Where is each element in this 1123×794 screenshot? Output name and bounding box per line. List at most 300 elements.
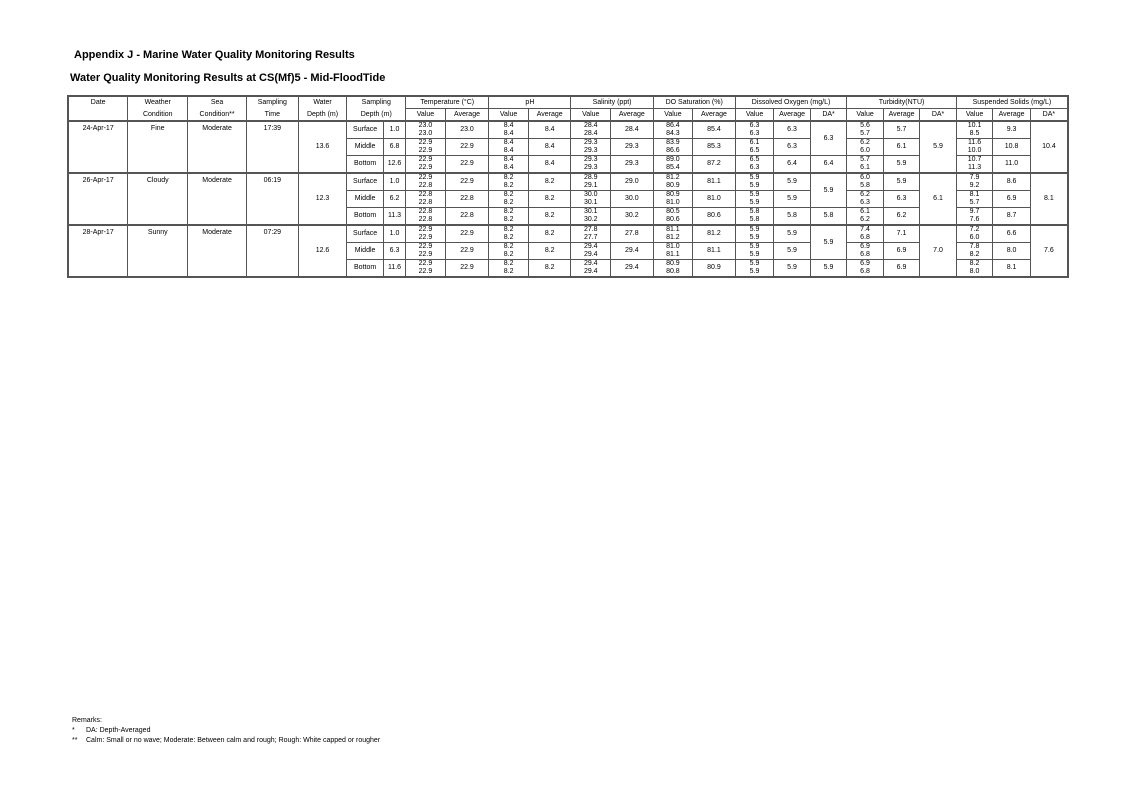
dissolved-oxygen-values [735,156,774,174]
ph-values-reading: 8.2 [503,216,514,223]
do-saturation-values-reading: 89.0 [666,156,680,163]
temperature-average: 22.8 [445,191,489,208]
turbidity-values-reading: 5.7 [860,156,870,163]
temperature-values [406,225,446,243]
do-saturation-average: 85.3 [693,139,736,156]
salinity-values [571,173,611,191]
suspended-solids-da: 8.1 [1030,173,1068,225]
temperature-values-reading: 22.8 [418,199,433,206]
header-ph: pH [489,96,571,109]
temperature-values-reading: 22.9 [418,234,433,241]
temperature-values-reading: 22.9 [418,147,433,154]
salinity-values-reading: 29.4 [583,243,598,250]
dissolved-oxygen-values [735,208,774,226]
header-da: DA* [920,109,957,122]
appendix-title: Appendix J - Marine Water Quality Monitoring Results [74,49,355,61]
ph-values-reading: 8.4 [503,122,514,129]
dissolved-oxygen-values-reading: 5.8 [749,208,760,215]
sampling-time-cell: 07:29 [246,225,298,277]
suspended-solids-values-reading: 9.7 [969,208,980,215]
turbidity-da: 7.0 [920,225,957,277]
ph-values-reading: 8.2 [503,268,514,275]
temperature-values [406,208,446,226]
sampling-depth-cell: 11.6 [383,260,405,278]
suspended-solids-values [956,156,993,174]
ph-values-reading: 8.4 [503,164,514,171]
suspended-solids-da: 10.4 [1030,121,1068,173]
temperature-average: 22.9 [445,156,489,174]
dissolved-oxygen-values-reading: 5.9 [749,234,760,241]
turbidity-values-reading: 6.0 [860,174,870,181]
salinity-values [571,225,611,243]
temperature-values-reading: 22.9 [418,268,433,275]
dissolved-oxygen-values-reading: 5.9 [749,174,760,181]
salinity-values-reading: 29.4 [583,260,598,267]
header-water-depth-2: Depth (m) [298,109,347,122]
ph-values-reading: 8.4 [503,130,514,137]
dissolved-oxygen-values-reading: 6.3 [749,122,760,129]
suspended-solids-values-reading: 9.2 [969,182,980,189]
ph-values-reading: 8.4 [503,156,514,163]
ph-values-reading: 8.2 [503,260,514,267]
dissolved-oxygen-values-reading: 6.5 [749,156,760,163]
remarks [72,716,380,746]
turbidity-average: 6.2 [883,208,920,226]
salinity-values-reading: 28.4 [583,130,598,137]
turbidity-values-reading: 6.1 [860,208,870,215]
suspended-solids-values-reading: 8.0 [969,268,980,275]
suspended-solids-values-reading: 6.0 [969,234,980,241]
weather-cell: Cloudy [128,173,188,225]
sea-condition-cell: Moderate [188,173,247,225]
dissolved-oxygen-da: 5.9 [810,260,847,278]
do-saturation-values-reading: 80.6 [666,216,680,223]
do-saturation-average: 81.2 [693,225,736,243]
header-average: Average [528,109,571,122]
salinity-values-reading: 30.1 [583,199,598,206]
salinity-average: 29.3 [611,139,654,156]
ph-values [489,139,529,156]
do-saturation-values-reading: 81.1 [666,226,680,233]
ph-values [489,243,529,260]
temperature-values-reading: 22.9 [418,164,433,171]
turbidity-values-reading: 6.0 [860,147,870,154]
turbidity-values [847,191,884,208]
do-saturation-values [653,121,693,139]
suspended-solids-values-reading: 8.5 [969,130,980,137]
turbidity-values-reading: 5.7 [860,130,870,137]
temperature-values [406,243,446,260]
do-saturation-average: 81.0 [693,191,736,208]
do-saturation-values-reading: 80.9 [666,191,680,198]
header-suspended-solids: Suspended Solids (mg/L) [956,96,1068,109]
suspended-solids-average: 6.6 [993,225,1031,243]
do-saturation-values [653,243,693,260]
temperature-average: 22.8 [445,208,489,226]
suspended-solids-average: 6.9 [993,191,1031,208]
suspended-solids-average: 8.6 [993,173,1031,191]
sampling-level-cell: Surface [347,173,384,191]
turbidity-average: 6.1 [883,139,920,156]
turbidity-values-reading: 6.3 [860,199,870,206]
header-value: Value [571,109,611,122]
dissolved-oxygen-da: 5.9 [810,225,847,260]
turbidity-values-reading: 6.2 [860,216,870,223]
salinity-values-reading: 27.8 [583,226,598,233]
suspended-solids-values-reading: 8.2 [969,251,980,258]
header-sampling-depth-2: Depth (m) [347,109,406,122]
do-saturation-average: 80.6 [693,208,736,226]
remark-mark: ** [72,737,78,744]
suspended-solids-values [956,121,993,139]
header-dissolved-oxygen: Dissolved Oxygen (mg/L) [735,96,847,109]
salinity-values-reading: 29.1 [583,182,598,189]
dissolved-oxygen-average: 5.9 [774,225,811,243]
header-da: DA* [810,109,847,122]
suspended-solids-values-reading: 7.9 [969,174,980,181]
dissolved-oxygen-average: 6.4 [774,156,811,174]
header-temperature: Temperature (°C) [406,96,489,109]
salinity-average: 29.4 [611,260,654,278]
remarks-title: Remarks: [72,717,102,724]
turbidity-values [847,121,884,139]
header-sea-2: Condition** [188,109,247,122]
turbidity-average: 6.9 [883,243,920,260]
salinity-values-reading: 30.0 [583,191,598,198]
temperature-average: 22.9 [445,173,489,191]
suspended-solids-values-reading: 10.7 [967,156,982,163]
dissolved-oxygen-da: 5.8 [810,208,847,226]
suspended-solids-values-reading: 10.0 [967,147,982,154]
do-saturation-values [653,156,693,174]
do-saturation-values [653,208,693,226]
suspended-solids-average: 10.8 [993,139,1031,156]
dissolved-oxygen-values [735,191,774,208]
turbidity-average: 6.9 [883,260,920,278]
header-salinity: Salinity (ppt) [571,96,653,109]
header-value: Value [489,109,529,122]
turbidity-values-reading: 5.8 [860,182,870,189]
turbidity-da: 6.1 [920,173,957,225]
dissolved-oxygen-values [735,260,774,278]
sampling-level-cell: Middle [347,191,384,208]
header-value: Value [406,109,446,122]
header-do-saturation: DO Saturation (%) [653,96,735,109]
header-average: Average [993,109,1031,122]
temperature-values-reading: 23.0 [418,122,433,129]
header-date-2 [68,109,128,122]
dissolved-oxygen-values-reading: 6.3 [749,130,760,137]
do-saturation-values-reading: 81.2 [666,174,680,181]
ph-values-reading: 8.2 [503,174,514,181]
sampling-level-cell: Surface [347,225,384,243]
sampling-level-cell: Middle [347,139,384,156]
water-depth-cell: 13.6 [298,121,347,173]
suspended-solids-average: 9.3 [993,121,1031,139]
temperature-values [406,191,446,208]
temperature-average: 22.9 [445,139,489,156]
dissolved-oxygen-values-reading: 6.5 [749,147,760,154]
temperature-values-reading: 22.9 [418,251,433,258]
do-saturation-values [653,191,693,208]
do-saturation-values-reading: 84.3 [666,130,680,137]
turbidity-average: 6.3 [883,191,920,208]
temperature-average: 22.9 [445,243,489,260]
suspended-solids-values-reading: 8.2 [969,260,980,267]
temperature-values-reading: 22.9 [418,226,433,233]
suspended-solids-values [956,139,993,156]
salinity-values-reading: 27.7 [583,234,598,241]
turbidity-values-reading: 6.8 [860,268,870,275]
turbidity-average: 5.7 [883,121,920,139]
temperature-values [406,260,446,278]
ph-values-reading: 8.2 [503,234,514,241]
dissolved-oxygen-values-reading: 5.9 [749,260,760,267]
table-body [68,121,1068,277]
sea-condition-cell: Moderate [188,225,247,277]
suspended-solids-values-reading: 8.1 [969,191,980,198]
suspended-solids-values [956,173,993,191]
suspended-solids-values-reading: 10.1 [967,122,982,129]
salinity-values-reading: 29.4 [583,251,598,258]
temperature-average: 22.9 [445,225,489,243]
do-saturation-average: 81.1 [693,243,736,260]
water-depth-cell: 12.6 [298,225,347,277]
dissolved-oxygen-values [735,173,774,191]
header-average: Average [445,109,489,122]
salinity-values-reading: 28.4 [583,122,598,129]
ph-average: 8.4 [528,139,571,156]
temperature-values [406,156,446,174]
suspended-solids-values-reading: 7.2 [969,226,980,233]
dissolved-oxygen-values [735,121,774,139]
salinity-values-reading: 30.2 [583,216,598,223]
turbidity-values-reading: 6.9 [860,243,870,250]
header-water-depth: Water [298,96,347,109]
turbidity-values-reading: 6.1 [860,164,870,171]
header-value: Value [847,109,884,122]
do-saturation-values-reading: 80.9 [666,182,680,189]
header-value: Value [735,109,774,122]
dissolved-oxygen-values-reading: 5.8 [749,216,760,223]
suspended-solids-average: 8.7 [993,208,1031,226]
sampling-depth-cell: 6.3 [383,243,405,260]
turbidity-values-reading: 6.8 [860,234,870,241]
header-average: Average [693,109,736,122]
water-quality-table [67,95,1069,278]
salinity-values [571,208,611,226]
dissolved-oxygen-average: 5.9 [774,191,811,208]
do-saturation-values [653,225,693,243]
temperature-values-reading: 22.9 [418,156,433,163]
dissolved-oxygen-values-reading: 6.3 [749,164,760,171]
do-saturation-values [653,173,693,191]
suspended-solids-values [956,260,993,278]
suspended-solids-average: 11.0 [993,156,1031,174]
temperature-average: 23.0 [445,121,489,139]
remark-item [72,726,380,736]
weather-cell: Fine [128,121,188,173]
salinity-values [571,191,611,208]
ph-average: 8.2 [528,173,571,191]
weather-cell: Sunny [128,225,188,277]
temperature-values-reading: 22.9 [418,139,433,146]
salinity-average: 29.0 [611,173,654,191]
salinity-values-reading: 29.3 [583,164,598,171]
suspended-solids-da: 7.6 [1030,225,1068,277]
ph-values [489,260,529,278]
turbidity-average: 7.1 [883,225,920,243]
turbidity-average: 5.9 [883,173,920,191]
salinity-average: 29.3 [611,156,654,174]
ph-average: 8.4 [528,121,571,139]
salinity-values-reading: 29.3 [583,156,598,163]
ph-average: 8.2 [528,225,571,243]
header-sampling-depth: Sampling [347,96,406,109]
remark-text: DA: Depth-Averaged [86,727,151,734]
temperature-average: 22.9 [445,260,489,278]
turbidity-da: 5.9 [920,121,957,173]
do-saturation-values [653,139,693,156]
dissolved-oxygen-values-reading: 5.9 [749,226,760,233]
sampling-depth-cell: 6.2 [383,191,405,208]
do-saturation-values-reading: 81.0 [666,243,680,250]
remark-text: Calm: Small or no wave; Moderate: Between calm and rough; Rough: White capped or rougher [86,737,381,744]
ph-values-reading: 8.2 [503,191,514,198]
water-depth-cell: 12.3 [298,173,347,225]
table-title: Water Quality Monitoring Results at CS(Mf)5 - Mid-FloodTide [70,72,386,84]
header-weather-2: Condition [128,109,188,122]
temperature-values-reading: 22.8 [418,182,433,189]
header-average: Average [611,109,654,122]
header-da: DA* [1030,109,1068,122]
ph-values [489,191,529,208]
do-saturation-values-reading: 86.4 [666,122,680,129]
turbidity-values-reading: 5.6 [860,122,870,129]
sea-condition-cell: Moderate [188,121,247,173]
suspended-solids-average: 8.0 [993,243,1031,260]
temperature-values [406,173,446,191]
ph-values-reading: 8.2 [503,182,514,189]
dissolved-oxygen-values-reading: 5.9 [749,199,760,206]
dissolved-oxygen-average: 6.3 [774,139,811,156]
suspended-solids-values-reading: 11.3 [967,164,982,171]
ph-values [489,173,529,191]
do-saturation-values-reading: 80.8 [666,268,680,275]
do-saturation-values-reading: 81.1 [666,251,680,258]
sampling-time-cell: 17:39 [246,121,298,173]
suspended-solids-values-reading: 7.6 [969,216,980,223]
date-cell: 26-Apr-17 [68,173,128,225]
dissolved-oxygen-values [735,225,774,243]
salinity-values [571,243,611,260]
suspended-solids-values-reading: 7.8 [969,243,980,250]
ph-values-reading: 8.4 [503,139,514,146]
dissolved-oxygen-values [735,139,774,156]
dissolved-oxygen-average: 5.9 [774,173,811,191]
do-saturation-values-reading: 85.4 [666,164,680,171]
header-date: Date [68,96,128,109]
temperature-values-reading: 22.9 [418,243,433,250]
header-average: Average [774,109,811,122]
salinity-values-reading: 29.3 [583,147,598,154]
dissolved-oxygen-values-reading: 6.1 [749,139,760,146]
date-cell: 28-Apr-17 [68,225,128,277]
salinity-average: 28.4 [611,121,654,139]
salinity-values-reading: 29.4 [583,268,598,275]
do-saturation-values [653,260,693,278]
dissolved-oxygen-average: 6.3 [774,121,811,139]
ph-values-reading: 8.2 [503,226,514,233]
dissolved-oxygen-da: 6.4 [810,156,847,174]
sampling-depth-cell: 6.8 [383,139,405,156]
dissolved-oxygen-da: 5.9 [810,173,847,208]
suspended-solids-average: 8.1 [993,260,1031,278]
ph-average: 8.2 [528,208,571,226]
temperature-values [406,121,446,139]
header-sea: Sea [188,96,247,109]
dissolved-oxygen-values-reading: 5.9 [749,182,760,189]
salinity-average: 30.0 [611,191,654,208]
sampling-level-cell: Bottom [347,260,384,278]
salinity-values [571,260,611,278]
sampling-depth-cell: 1.0 [383,173,405,191]
dissolved-oxygen-values [735,243,774,260]
do-saturation-average: 81.1 [693,173,736,191]
sampling-level-cell: Surface [347,121,384,139]
do-saturation-values-reading: 83.9 [666,139,680,146]
do-saturation-values-reading: 81.2 [666,234,680,241]
date-cell: 24-Apr-17 [68,121,128,173]
temperature-values-reading: 23.0 [418,130,433,137]
sampling-time-cell: 06:19 [246,173,298,225]
dissolved-oxygen-average: 5.9 [774,243,811,260]
ph-values-reading: 8.2 [503,199,514,206]
suspended-solids-values [956,225,993,243]
dissolved-oxygen-values-reading: 5.9 [749,191,760,198]
turbidity-average: 5.9 [883,156,920,174]
turbidity-values [847,208,884,226]
do-saturation-values-reading: 80.5 [666,208,680,215]
salinity-average: 30.2 [611,208,654,226]
dissolved-oxygen-da: 6.3 [810,121,847,156]
dissolved-oxygen-values-reading: 5.9 [749,251,760,258]
do-saturation-values-reading: 80.9 [666,260,680,267]
ph-values-reading: 8.4 [503,147,514,154]
salinity-values-reading: 28.9 [583,174,598,181]
ph-average: 8.2 [528,243,571,260]
salinity-values [571,121,611,139]
turbidity-values-reading: 6.9 [860,260,870,267]
dissolved-oxygen-average: 5.8 [774,208,811,226]
ph-values [489,156,529,174]
turbidity-values [847,139,884,156]
do-saturation-average: 85.4 [693,121,736,139]
suspended-solids-values-reading: 11.6 [967,139,982,146]
sampling-depth-cell: 12.6 [383,156,405,174]
dissolved-oxygen-values-reading: 5.9 [749,243,760,250]
sampling-level-cell: Bottom [347,156,384,174]
ph-values-reading: 8.2 [503,243,514,250]
header-value: Value [956,109,993,122]
turbidity-values-reading: 7.4 [860,226,870,233]
turbidity-values [847,225,884,243]
header-average: Average [883,109,920,122]
temperature-values-reading: 22.9 [418,174,433,181]
suspended-solids-values-reading: 5.7 [969,199,980,206]
dissolved-oxygen-average: 5.9 [774,260,811,278]
turbidity-values-reading: 6.2 [860,191,870,198]
